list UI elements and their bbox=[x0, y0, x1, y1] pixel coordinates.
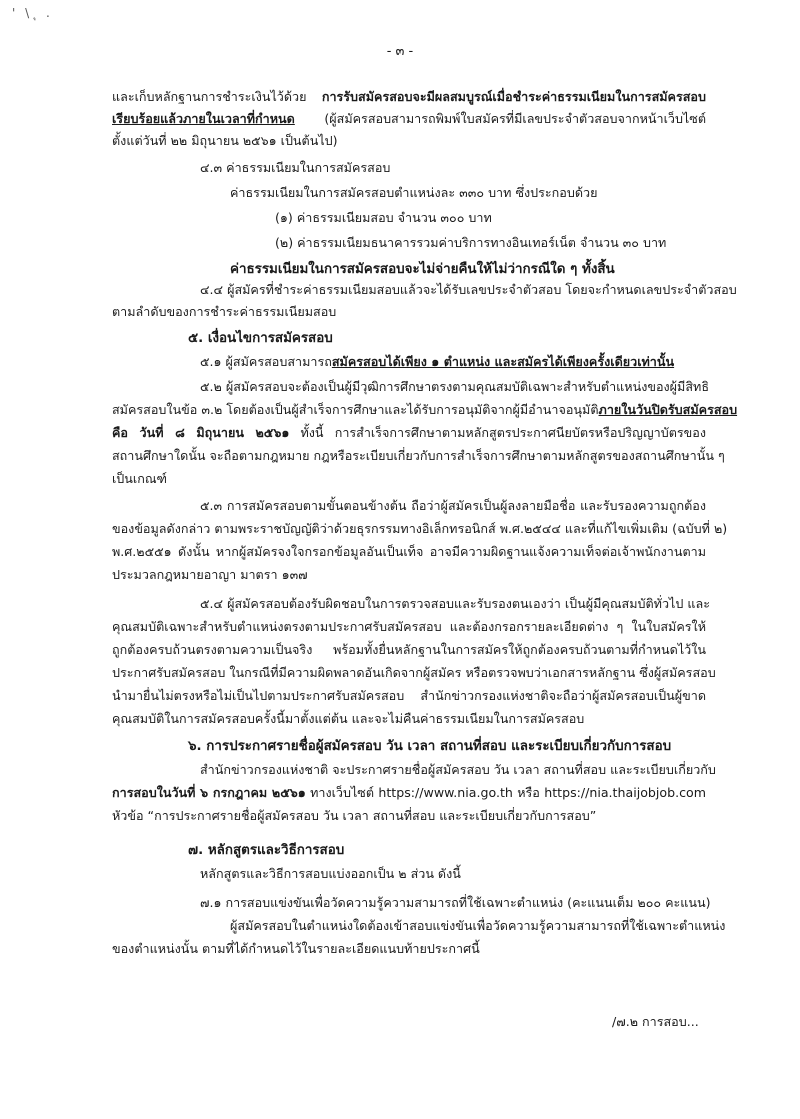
page-number: - ๓ - bbox=[386, 44, 414, 59]
section-5-2-emphasis: ภายในวันปิดรับสมัครสอบ bbox=[598, 402, 738, 417]
section-5-3-line-1: ๕.๓ การสมัครสอบตามขั้นตอนข้างต้น ถือว่าผู้สมัครเป็นผู้ลงลายมือชื่อ และรับรองความถูกต้อง bbox=[200, 498, 706, 513]
section-5-1-emphasis: สมัครสอบได้เพียง ๑ ตำแหน่ง และสมัครได้เพียงครั้งเดียวเท่านั้น bbox=[331, 354, 675, 369]
section-5-2-line-3 bbox=[112, 423, 706, 443]
section-5-2-line-5: เป็นเกณฑ์ bbox=[112, 471, 167, 486]
section-5-2-line-2 bbox=[112, 400, 738, 420]
section-6-line-2 bbox=[112, 783, 706, 803]
section-5-4-line-3: ถูกต้องครบถ้วนตรงตามความเป็นจริง พร้อมทั้งยื่นหลักฐานในการสมัครให้ถูกต้องครบถ้วนตามที่กำหนดไว้ใน bbox=[112, 642, 706, 657]
section-7-title: ๗. หลักสูตรและวิธีการสอบ bbox=[188, 843, 345, 858]
section-5-2-date: คือ วันที่ ๘ มิถุนายน ๒๕๖๑ bbox=[112, 425, 290, 440]
section-5-4-line-5: นำมายื่นไม่ตรงหรือไม่เป็นไปตามประกาศรับสมัครสอบ สำนักข่าวกรองแห่งชาติจะถือว่าผู้สมัครสอบเป็นผู้ขาด bbox=[112, 688, 706, 703]
intro-line-3: ตั้งแต่วันที่ ๒๒ มิถุนายน ๒๕๖๑ เป็นต้นไป) bbox=[112, 133, 338, 148]
scan-marks: ' \ ุ . bbox=[12, 6, 53, 20]
section-6-line-1: สำนักข่าวกรองแห่งชาติ จะประกาศรายชื่อผู้สมัครสอบ วัน เวลา สถานที่สอบ และระเบียบเกี่ยวกับ bbox=[200, 762, 716, 777]
section-6-text: ทางเว็บไซต์ https://www.nia.go.th หรือ https://nia.thaijobjob.com bbox=[305, 785, 706, 800]
section-5-1 bbox=[200, 352, 674, 372]
section-5-1-text: ๕.๑ ผู้สมัครสอบสามารถ bbox=[200, 354, 332, 369]
section-4-4-line-2: ตามลำดับของการชำระค่าธรรมเนียมสอบ bbox=[112, 304, 337, 319]
section-7-1-line-2: ของตำแหน่งนั้น ตามที่ได้กำหนดไว้ในรายละเอียดแนบท้ายประกาศนี้ bbox=[112, 941, 480, 956]
section-7-line-1: หลักสูตรและวิธีการสอบแบ่งออกเป็น ๒ ส่วน ดังนี้ bbox=[200, 866, 461, 881]
section-4-3-title: ๔.๓ ค่าธรรมเนียมในการสมัครสอบ bbox=[200, 160, 391, 175]
section-5-3-line-3: พ.ศ.๒๕๕๑ ดังนั้น หากผู้สมัครจงใจกรอกข้อมูลอันเป็นเท็จ อาจมีความผิดฐานแจ้งความเท็จต่อเจ้าพนักงานตาม bbox=[112, 544, 706, 559]
intro-underlined-text: เรียบร้อยแล้วภายในเวลาที่กำหนด bbox=[112, 111, 295, 126]
fee-item-1: (๑) ค่าธรรมเนียมสอบ จำนวน ๓๐๐ บาท bbox=[275, 210, 492, 225]
fee-item-2: (๒) ค่าธรรมเนียมธนาคารรวมค่าบริการทางอินเทอร์เน็ต จำนวน ๓๐ บาท bbox=[275, 235, 667, 250]
section-5-4-line-2: คุณสมบัติเฉพาะสำหรับตำแหน่งตรงตามประกาศรับสมัครสอบ และต้องกรอกรายละเอียดต่าง ๆ ในใบสมัครให้ bbox=[112, 619, 706, 634]
intro-line-2 bbox=[112, 109, 706, 129]
section-4-4-line-1: ๔.๔ ผู้สมัครที่ชำระค่าธรรมเนียมสอบแล้วจะได้รับเลขประจำตัวสอบ โดยจะกำหนดเลขประจำตัวสอบ bbox=[200, 282, 737, 297]
section-6-title: ๖. การประกาศรายชื่อผู้สมัครสอบ วัน เวลา สถานที่สอบ และระเบียบเกี่ยวกับการสอบ bbox=[188, 739, 672, 754]
section-5-4-line-6: คุณสมบัติในการสมัครสอบครั้งนี้มาตั้งแต่ต้น และจะไม่คืนค่าธรรมเนียมในการสมัครสอบ bbox=[112, 711, 585, 726]
section-5-2-line-4: สถานศึกษาใดนั้น จะถือตามกฎหมาย กฎหรือระเบียบเกี่ยวกับการสำเร็จการศึกษาตามหลักสูตรของสถานศึกษานั้น ๆ bbox=[112, 448, 725, 463]
section-6-date: การสอบในวันที่ ๖ กรกฎาคม ๒๕๖๑ bbox=[112, 785, 306, 800]
intro-line-1 bbox=[112, 87, 706, 107]
section-5-4-line-4: ประกาศรับสมัครสอบ ในกรณีที่มีความผิดพลาดอันเกิดจากผู้สมัคร หรือตรวจพบว่าเอกสารหลักฐาน ซึ่งผู้สมัครสอบ bbox=[112, 665, 716, 680]
continuation-marker: /๗.๒ การสอบ... bbox=[612, 1014, 699, 1029]
section-4-3-line: ค่าธรรมเนียมในการสมัครสอบตำแหน่งละ ๓๓๐ บาท ซึ่งประกอบด้วย bbox=[230, 185, 598, 200]
section-5-3-line-4: ประมวลกฎหมายอาญา มาตรา ๑๓๗ bbox=[112, 567, 308, 582]
section-7-1-title: ๗.๑ การสอบแข่งขันเพื่อวัดความรู้ความสามารถที่ใช้เฉพาะตำแหน่ง (คะแนนเต็ม ๒๐๐ คะแนน) bbox=[200, 895, 711, 910]
section-5-2-text: ทั้งนี้ การสำเร็จการศึกษาตามหลักสูตรประกาศนียบัตรหรือปริญญาบัตรของ bbox=[289, 425, 706, 440]
section-5-title: ๕. เงื่อนไขการสมัครสอบ bbox=[188, 331, 333, 346]
section-5-2-line-1: ๕.๒ ผู้สมัครสอบจะต้องเป็นผู้มีวุฒิการศึกษาตรงตามคุณสมบัติเฉพาะสำหรับตำแหน่งของผู้มีสิทธิ bbox=[200, 379, 710, 394]
intro-bold-text: การรับสมัครสอบจะมีผลสมบูรณ์เมื่อชำระค่าธรรมเนียมในการสมัครสอบ bbox=[321, 89, 706, 104]
section-5-4-line-1: ๕.๔ ผู้สมัครสอบต้องรับผิดชอบในการตรวจสอบและรับรองตนเองว่า เป็นผู้มีคุณสมบัติทั่วไป และ bbox=[200, 596, 710, 611]
fee-no-refund-note: ค่าธรรมเนียมในการสมัครสอบจะไม่จ่ายคืนให้ไม่ว่ากรณีใด ๆ ทั้งสิ้น bbox=[230, 262, 615, 277]
section-7-1-line-1: ผู้สมัครสอบในตำแหน่งใดต้องเข้าสอบแข่งขันเพื่อวัดความรู้ความสามารถที่ใช้เฉพาะตำแหน่ง bbox=[230, 918, 726, 933]
intro-text: (ผู้สมัครสอบสามารถพิมพ์ใบสมัครที่มีเลขประจำตัวสอบจากหน้าเว็บไซต์ bbox=[294, 111, 706, 126]
section-5-3-line-2: ของข้อมูลดังกล่าว ตามพระราชบัญญัติว่าด้วยธุรกรรมทางอิเล็กทรอนิกส์ พ.ศ.๒๕๔๔ และที่แก้ไขเพิ่มเติม (ฉบับที่ ๒) bbox=[112, 521, 728, 536]
intro-text: และเก็บหลักฐานการชำระเงินไว้ด้วย bbox=[112, 89, 322, 104]
section-5-2-text: สมัครสอบในข้อ ๓.๒ โดยต้องเป็นผู้สำเร็จการศึกษาและได้รับการอนุมัติจากผู้มีอำนาจอนุมัติ bbox=[112, 402, 599, 417]
section-6-line-3: หัวข้อ “การประกาศรายชื่อผู้สมัครสอบ วัน เวลา สถานที่สอบ และระเบียบเกี่ยวกับการสอบ” bbox=[112, 808, 597, 823]
